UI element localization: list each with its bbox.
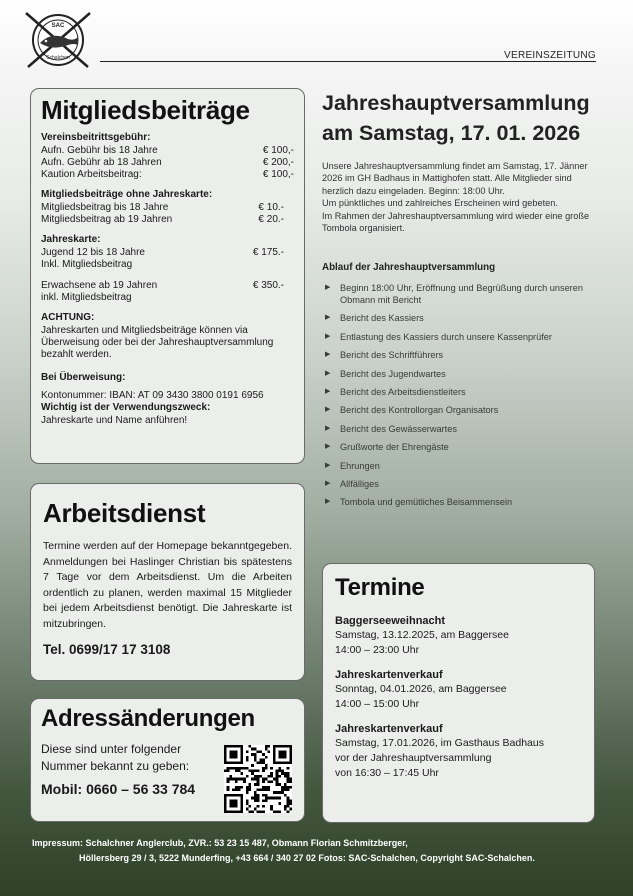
address-change-title: Adressänderungen <box>41 705 255 732</box>
bullet-icon: ▶ <box>325 479 331 487</box>
bullet-icon: ▶ <box>325 406 331 414</box>
fee-note: Inkl. Mitgliedsbeitrag <box>41 259 133 271</box>
agenda-item: ▶ Ehrungen <box>325 460 380 471</box>
fee-row: Aufn. Gebühr bis 18 Jahre € 100,- <box>41 144 294 156</box>
bullet-icon: ▶ <box>325 314 331 322</box>
fee-row: Kaution Arbeitsbeitrag: € 100,- <box>41 169 294 181</box>
club-logo <box>22 9 94 71</box>
svg-text:Schalchen: Schalchen <box>46 55 70 61</box>
fee-row: Mitgliedsbeitrag ab 19 Jahren € 20.- <box>41 214 284 226</box>
bullet-icon: ▶ <box>325 443 331 451</box>
header-divider <box>100 61 596 62</box>
fee-row: Erwachsene ab 19 Jahren € 350.- <box>41 279 284 291</box>
agenda-item: ▶ Bericht des Kassiers <box>325 313 424 324</box>
annual-card-title: Jahreskarte: <box>41 234 101 246</box>
bullet-icon: ▶ <box>325 424 331 432</box>
agm-title: Jahreshauptversammlung am Samstag, 17. 01. 2026 <box>322 91 590 145</box>
address-change-box <box>30 698 305 822</box>
agenda-item: ▶ Bericht des Schriftführers <box>325 350 444 361</box>
event-item: Jahreskartenverkauf Samstag, 17.01.2026, im Gasthaus Badhaus vor der Jahreshauptversammlung von 16:30 – 17:45 Uhr <box>335 723 544 779</box>
bullet-icon: ▶ <box>325 369 331 377</box>
agenda-item: ▶ Bericht des Gewässerwartes <box>325 423 457 434</box>
iban: Kontonummer: IBAN: AT 09 3430 3800 0191 6956 <box>41 390 264 402</box>
work-service-phone: Tel. 0699/17 17 3108 <box>43 642 171 657</box>
bullet-icon: ▶ <box>325 351 331 359</box>
work-service-box <box>30 483 305 681</box>
agenda-item: ▶ Bericht des Jugendwartes <box>325 368 446 379</box>
bullet-icon: ▶ <box>325 498 331 506</box>
fee-note: inkl. Mitgliedsbeitrag <box>41 291 132 303</box>
agenda-item: ▶ Tombola und gemütliches Beisammensein <box>325 497 513 508</box>
fee-row: Mitgliedsbeitrag bis 18 Jahre € 10.- <box>41 201 284 213</box>
bullet-icon: ▶ <box>325 284 331 291</box>
address-change-text: Diese sind unter folgender Nummer bekannt zu geben: <box>41 742 190 773</box>
imprint: Impressum: Schalchner Anglerclub, ZVR.: 53 23 15 487, Obmann Florian Schmitzberger, Höllersberg 29 / 3, 5222 Munderfing, +43 664 / 340 27 02 Fotos: SAC-Schalchen, Copyright SAC-Schalchen. <box>32 838 535 863</box>
agenda-item: ▶ Allfälliges <box>325 478 379 489</box>
agm-text: Unsere Jahreshauptversammlung findet am Samstag, 17. Jänner 2026 im GH Badhaus in Mattighofen statt. Alle Mitglieder sind herzlich dazu eingeladen. Beginn: 18:00 Uhr. Um pünktliches und zahlreiches Erscheinen wird gebeten. Im Rahmen der Jahreshauptversammlung wird wieder eine große Tombola organisiert. <box>322 161 590 234</box>
agm-agenda-list <box>325 282 595 515</box>
agenda-item: ▶ Bericht des Kontrollorgan Organisators <box>325 405 499 416</box>
agenda-item: ▶ Entlastung des Kassiers durch unsere Kassenprüfer <box>325 331 552 342</box>
event-item: Jahreskartenverkauf Sonntag, 04.01.2026, am Baggersee 14:00 – 15:00 Uhr <box>335 669 507 710</box>
event-item: Baggerseeweihnacht Samstag, 13.12.2025, am Baggersee 14:00 – 23:00 Uhr <box>335 615 509 656</box>
agm-agenda-title: Ablauf der Jahreshauptversammlung <box>322 262 496 273</box>
membership-fees-box <box>30 88 305 464</box>
no-card-fee-title: Mitgliedsbeiträge ohne Jahreskarte: <box>41 189 213 201</box>
agenda-item: ▶ Grußworte der Ehrengäste <box>325 442 449 453</box>
bullet-icon: ▶ <box>325 332 331 340</box>
agenda-item: ▶ Bericht des Arbeitsdienstleiters <box>325 386 466 397</box>
section-tag: VEREINSZEITUNG <box>504 50 596 61</box>
attention-title: ACHTUNG: <box>41 312 95 324</box>
work-service-title: Arbeitsdienst <box>43 498 206 528</box>
purpose-title: Wichtig ist der Verwendungszweck: <box>41 402 211 414</box>
dates-title: Termine <box>335 574 425 601</box>
fee-row: Aufn. Gebühr ab 18 Jahren € 200,- <box>41 156 294 168</box>
work-service-text: Termine werden auf der Homepage bekanntgegeben. Anmeldungen bei Haslinger Christian bis spätestens 7 Tage vor dem Arbeitsdienst. Um die Arbeiten ordentlich zu planen, werden maximal 15 Mitglieder bei jedem Arbeitsdienst benötigt. Die Jahreskarte ist mitzubringen. <box>43 540 292 630</box>
membership-fees-title: Mitgliedsbeiträge <box>41 95 250 125</box>
bullet-icon: ▶ <box>325 461 331 469</box>
bullet-icon: ▶ <box>325 387 331 395</box>
dates-box <box>322 563 595 823</box>
transfer-title: Bei Überweisung: <box>41 371 126 383</box>
address-change-mobile: Mobil: 0660 – 56 33 784 <box>41 781 196 797</box>
agenda-item: ▶ Beginn 18:00 Uhr, Eröffnung und Begrüßung durch unseren Obmann mit Bericht <box>325 283 583 305</box>
attention-text: Jahreskarten und Mitgliedsbeiträge können via Überweisung oder bei der Jahreshauptversammlung bezahlt werden. <box>41 324 274 361</box>
qr-code-icon <box>224 745 292 813</box>
entry-fee-title: Vereinsbeitrittsgebühr: <box>41 132 151 143</box>
fee-row: Jugend 12 bis 18 Jahre € 175.- <box>41 246 284 258</box>
svg-text:SAC: SAC <box>51 23 65 29</box>
purpose-text: Jahreskarte und Name anführen! <box>41 414 188 426</box>
